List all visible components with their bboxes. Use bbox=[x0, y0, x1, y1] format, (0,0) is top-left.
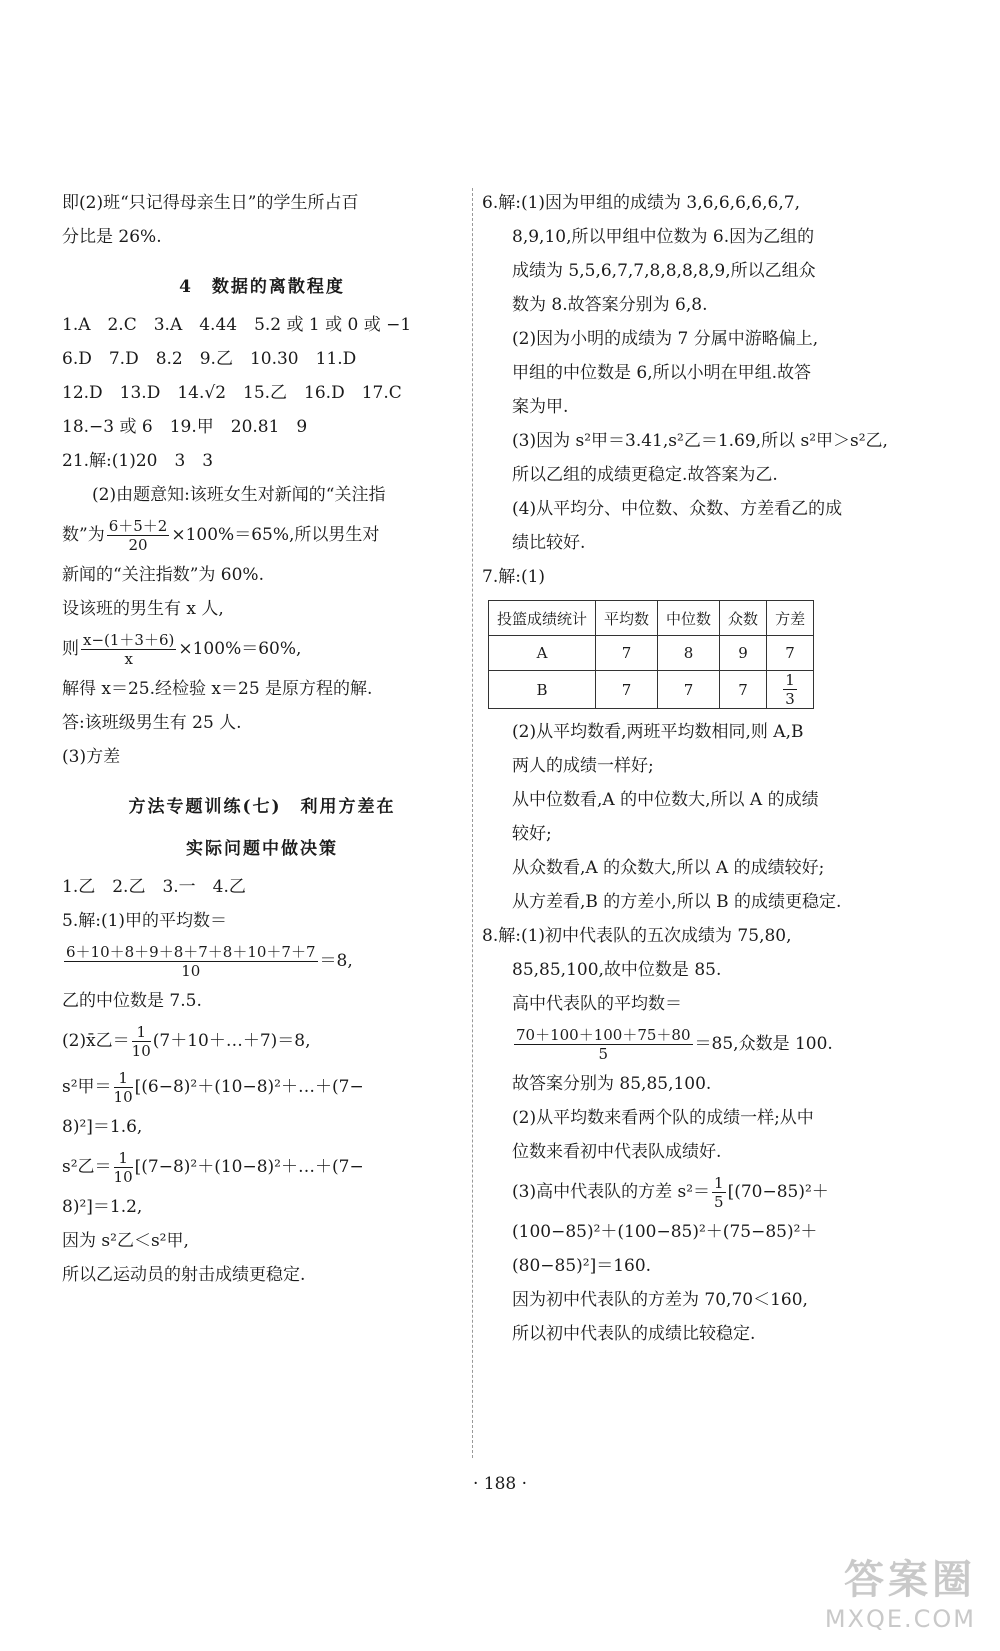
table-cell: 9 bbox=[720, 636, 767, 671]
denominator: 3 bbox=[785, 690, 795, 708]
numerator: x−(1＋3＋6) bbox=[83, 631, 175, 649]
text-line: (2)从平均数来看两个队的成绩一样;从中 bbox=[512, 1108, 814, 1128]
table-header: 平均数 bbox=[596, 601, 658, 636]
text-line: 8)²]＝1.2, bbox=[62, 1197, 143, 1217]
text-line: 从中位数看,A 的中位数大,所以 A 的成绩 bbox=[512, 790, 819, 810]
answer-line: 7.解:(1) bbox=[482, 567, 546, 587]
section-title: 实际问题中做决策 bbox=[186, 839, 338, 859]
text-line: (2)因为小明的成绩为 7 分属中游略偏上, bbox=[512, 329, 819, 349]
text-line: 较好; bbox=[512, 824, 552, 844]
numerator: 70＋100＋100＋75＋80 bbox=[516, 1026, 691, 1044]
stats-table bbox=[488, 600, 814, 709]
right-column bbox=[482, 186, 912, 1351]
answer-line: 1.A 2.C 3.A 4.44 5.2 或 1 或 0 或 −1 bbox=[62, 315, 412, 335]
denominator: 10 bbox=[131, 1042, 151, 1060]
page-number: · 188 · bbox=[472, 1474, 528, 1494]
text-line: 故答案分别为 85,85,100. bbox=[512, 1074, 712, 1094]
answer-line: 1.乙 2.乙 3.一 4.乙 bbox=[62, 877, 246, 897]
answer-line: 18.−3 或 6 19.甲 20.81 9 bbox=[62, 417, 308, 437]
text: [(7−8)²＋(10−8)²＋…＋(7− bbox=[134, 1157, 364, 1177]
text-line: 从众数看,A 的众数大,所以 A 的成绩较好; bbox=[512, 858, 825, 878]
numerator: 6＋10＋8＋9＋8＋7＋8＋10＋7＋7 bbox=[66, 943, 316, 961]
formula-line bbox=[62, 1018, 462, 1064]
text-line: (2)从平均数看,两班平均数相同,则 A,B bbox=[512, 722, 804, 742]
text: (7＋10＋…＋7)＝8, bbox=[152, 1031, 311, 1051]
formula-line bbox=[62, 626, 462, 672]
numerator: 1 bbox=[132, 1023, 151, 1042]
table-header: 投篮成绩统计 bbox=[489, 601, 596, 636]
answer-line: 8.解:(1)初中代表队的五次成绩为 75,80, bbox=[482, 926, 792, 946]
text: 则 bbox=[62, 639, 79, 659]
text-line: 分比是 26%. bbox=[62, 227, 162, 247]
text-line: 位数来看初中代表队成绩好. bbox=[512, 1142, 722, 1162]
text-line: 答:该班级男生有 25 人. bbox=[62, 713, 242, 733]
table-header: 方差 bbox=[767, 601, 814, 636]
text-line: 数为 8.故答案分别为 6,8. bbox=[512, 295, 708, 315]
watermark-url: MXQE.COM bbox=[824, 1605, 976, 1633]
answer-line: 6.D 7.D 8.2 9.乙 10.30 11.D bbox=[62, 349, 357, 369]
section-title: 4 数据的离散程度 bbox=[179, 277, 345, 297]
column-divider bbox=[472, 188, 473, 1458]
table-header: 众数 bbox=[720, 601, 767, 636]
formula-line bbox=[62, 1144, 462, 1190]
text: [(70−85)²＋ bbox=[727, 1182, 829, 1202]
text-line: (2)由题意知:该班女生对新闻的“关注指 bbox=[92, 485, 386, 505]
formula-line bbox=[62, 938, 462, 984]
section-title: 方法专题训练(七) 利用方差在 bbox=[128, 797, 396, 817]
numerator: 1 bbox=[114, 1149, 133, 1168]
text: 数”为 bbox=[62, 525, 105, 545]
formula-line bbox=[62, 1064, 462, 1110]
denominator: 5 bbox=[598, 1045, 609, 1063]
fraction bbox=[114, 1149, 133, 1186]
formula-line bbox=[482, 1021, 912, 1067]
text-line: (3)方差 bbox=[62, 747, 121, 767]
text-line: 因为初中代表队的方差为 70,70＜160, bbox=[512, 1290, 808, 1310]
text-line: (100−85)²＋(100−85)²＋(75−85)²＋ bbox=[512, 1222, 818, 1242]
table-cell: 7 bbox=[596, 636, 658, 671]
fraction bbox=[64, 943, 318, 980]
text: ＝85,众数是 100. bbox=[694, 1034, 833, 1054]
text-line: 高中代表队的平均数＝ bbox=[512, 994, 682, 1014]
watermark-text: 答案圈 bbox=[844, 1557, 976, 1603]
text-line: 即(2)班“只记得母亲生日”的学生所占百 bbox=[62, 193, 359, 213]
text-line: 所以初中代表队的成绩比较稳定. bbox=[512, 1324, 756, 1344]
text-line: 解得 x＝25.经检验 x＝25 是原方程的解. bbox=[62, 679, 373, 699]
table-cell: A bbox=[489, 636, 596, 671]
text-line: (4)从平均分、中位数、众数、方差看乙的成 bbox=[512, 499, 843, 519]
text: s²甲＝ bbox=[62, 1077, 112, 1097]
text-line: 85,85,100,故中位数是 85. bbox=[512, 960, 722, 980]
text-line: (80−85)²]＝160. bbox=[512, 1256, 652, 1276]
formula-line bbox=[62, 512, 462, 558]
text-line: 8)²]＝1.6, bbox=[62, 1117, 143, 1137]
text-line: 所以乙运动员的射击成绩更稳定. bbox=[62, 1265, 306, 1285]
text-line: (3)因为 s²甲＝3.41,s²乙＝1.69,所以 s²甲＞s²乙, bbox=[512, 431, 888, 451]
answer-line: 6.解:(1)因为甲组的成绩为 3,6,6,6,6,6,7, bbox=[482, 193, 800, 213]
table-row bbox=[489, 671, 814, 709]
text-line: 从方差看,B 的方差小,所以 B 的成绩更稳定. bbox=[512, 892, 842, 912]
table-header: 中位数 bbox=[658, 601, 720, 636]
text: s²乙＝ bbox=[62, 1157, 112, 1177]
fraction bbox=[712, 1174, 726, 1211]
text: ＝8, bbox=[319, 951, 353, 971]
text-line: 两人的成绩一样好; bbox=[512, 756, 654, 776]
numerator: 1 bbox=[114, 1069, 133, 1088]
table-cell: 7 bbox=[767, 636, 814, 671]
answer-line: 21.解:(1)20 3 3 bbox=[62, 451, 214, 471]
text-line: 案为甲. bbox=[512, 397, 569, 417]
fraction bbox=[783, 671, 797, 708]
text-line: 成绩为 5,5,6,7,7,8,8,8,8,9,所以乙组众 bbox=[512, 261, 816, 281]
text-line: 因为 s²乙＜s²甲, bbox=[62, 1231, 189, 1251]
text: [(6−8)²＋(10−8)²＋…＋(7− bbox=[134, 1077, 364, 1097]
table-cell: B bbox=[489, 671, 596, 709]
text: ×100%＝65%,所以男生对 bbox=[171, 525, 380, 545]
text-line: 绩比较好. bbox=[512, 533, 586, 553]
denominator: x bbox=[124, 650, 133, 668]
numerator: 6＋5＋2 bbox=[108, 517, 168, 535]
formula-line bbox=[482, 1169, 912, 1215]
text-line: 乙的中位数是 7.5. bbox=[62, 991, 202, 1011]
table-cell: 8 bbox=[658, 636, 720, 671]
answer-line: 12.D 13.D 14.√2 15.乙 16.D 17.C bbox=[62, 383, 402, 403]
fraction bbox=[107, 517, 170, 554]
text-line: 8,9,10,所以甲组中位数为 6.因为乙组的 bbox=[512, 227, 815, 247]
denominator: 10 bbox=[113, 1168, 133, 1186]
table-cell: 7 bbox=[720, 671, 767, 709]
text-line: 甲组的中位数是 6,所以小明在甲组.故答 bbox=[512, 363, 812, 383]
answer-line: 5.解:(1)甲的平均数＝ bbox=[62, 911, 228, 931]
fraction bbox=[114, 1069, 133, 1106]
text-line: 所以乙组的成绩更稳定.故答案为乙. bbox=[512, 465, 778, 485]
left-column bbox=[62, 186, 462, 1292]
denominator: 10 bbox=[113, 1088, 133, 1106]
fraction bbox=[132, 1023, 151, 1060]
table-cell bbox=[767, 671, 814, 709]
text: ×100%＝60%, bbox=[178, 639, 302, 659]
denominator: 5 bbox=[714, 1193, 724, 1211]
fraction bbox=[514, 1026, 693, 1063]
watermark-logo bbox=[825, 1548, 976, 1633]
text: (2)x̄乙＝ bbox=[62, 1031, 130, 1051]
denominator: 20 bbox=[128, 536, 148, 554]
text-line: 设该班的男生有 x 人, bbox=[62, 599, 224, 619]
numerator: 1 bbox=[714, 1174, 724, 1192]
table-row bbox=[489, 636, 814, 671]
table-cell: 7 bbox=[658, 671, 720, 709]
text: (3)高中代表队的方差 s²＝ bbox=[512, 1182, 711, 1202]
text-line: 新闻的“关注指数”为 60%. bbox=[62, 565, 264, 585]
numerator: 1 bbox=[785, 671, 795, 689]
table-header-row bbox=[489, 601, 814, 636]
denominator: 10 bbox=[181, 962, 201, 980]
table-cell: 7 bbox=[596, 671, 658, 709]
fraction bbox=[81, 631, 176, 668]
